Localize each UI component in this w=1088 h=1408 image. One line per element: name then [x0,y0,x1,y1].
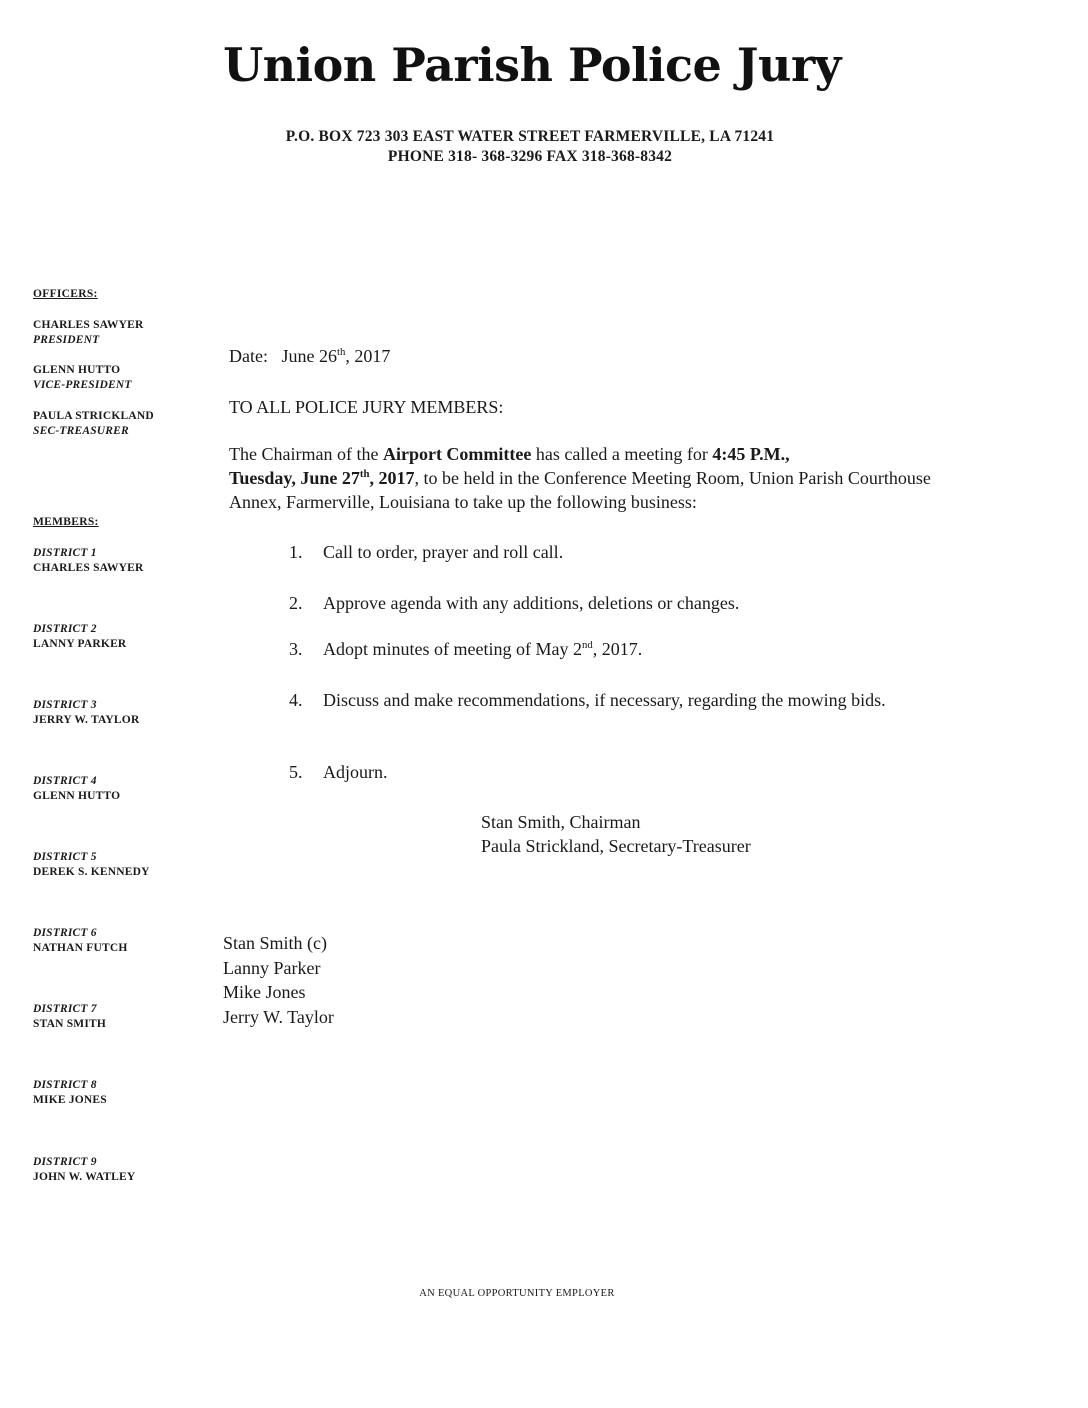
intro-text: , to be held in the Conference Meeting Room, Union Parish Courthouse Annex, Farmerville, Louisiana to take up the following business: [229,468,931,512]
officer-name: GLENN HUTTO [33,364,121,376]
officer-entry [33,318,143,348]
officer-entry [33,363,132,393]
member-district: DISTRICT 9 [33,1156,97,1168]
agenda-item [289,540,949,564]
letter-date [229,344,390,368]
committee-members-list [223,931,334,1029]
agenda-item [289,591,949,615]
agenda-number: 1. [289,542,303,562]
agenda-text: Adjourn. [323,762,388,782]
member-entry [33,622,126,652]
agenda-text: Discuss and make recommendations, if necessary, regarding the mowing bids. [323,690,886,710]
member-name: MIKE JONES [33,1094,107,1106]
signature-secretary: Paula Strickland, Secretary-Treasurer [481,836,751,856]
agenda-text [323,637,949,661]
agenda-text: Approve agenda with any additions, deletions or changes. [323,593,740,613]
member-district: DISTRICT 7 [33,1003,97,1015]
committee-member: Stan Smith (c) [223,933,327,953]
agenda-item [289,688,949,712]
agenda-text-part: Adopt minutes of meeting of May 2 [323,639,582,659]
member-district: DISTRICT 8 [33,1079,97,1091]
agenda-date-suffix: nd [581,639,593,651]
member-name: JERRY W. TAYLOR [33,714,140,726]
footer-text: AN EQUAL OPPORTUNITY EMPLOYER [419,1288,615,1299]
member-name: STAN SMITH [33,1018,107,1030]
officers-heading: OFFICERS: [33,288,98,300]
member-district: DISTRICT 2 [33,623,97,635]
agenda-number: 5. [289,762,303,782]
member-district: DISTRICT 3 [33,699,97,711]
officer-title: VICE-PRESIDENT [33,379,132,391]
agenda-number: 2. [289,593,303,613]
member-district: DISTRICT 5 [33,851,97,863]
member-name: NATHAN FUTCH [33,942,128,954]
member-district: DISTRICT 4 [33,775,97,787]
member-name: LANNY PARKER [33,638,127,650]
intro-text: The Chairman of the [229,444,383,464]
committee-member: Lanny Parker [223,957,321,978]
member-district: DISTRICT 1 [33,547,97,559]
agenda-text-part: , 2017. [592,639,643,659]
date-suffix: th [336,346,346,358]
address-line: P.O. BOX 723 303 EAST WATER STREET FARMERVILLE, LA 71241 [285,128,775,145]
letterhead-title: Union Parish Police Jury [223,38,841,92]
member-entry [33,1002,106,1032]
officer-title: PRESIDENT [33,334,100,346]
date-year: , 2017 [345,346,391,366]
date-month-day: June 26 [281,346,337,366]
phone-fax-line: PHONE 318- 368-3296 FAX 318-368-8342 [387,148,673,165]
member-entry [33,698,139,728]
member-entry [33,546,143,576]
member-entry [33,774,120,804]
agenda-text: Call to order, prayer and roll call. [323,542,564,562]
member-entry [33,926,128,956]
meeting-notice-paragraph [229,442,969,514]
agenda-item [289,637,949,661]
member-district: DISTRICT 6 [33,927,97,939]
agenda-item [289,760,949,784]
member-name: CHARLES SAWYER [33,562,144,574]
committee-name: Airport Committee [382,444,532,464]
member-name: JOHN W. WATLEY [33,1171,136,1183]
agenda-number: 3. [289,639,303,659]
agenda-number: 4. [289,690,303,710]
member-entry [33,1078,107,1108]
members-heading: MEMBERS: [33,516,99,528]
meeting-time: 4:45 P.M., [712,444,790,464]
date-label: Date: [229,346,268,366]
member-entry [33,850,150,880]
officer-title: SEC-TREASURER [33,425,129,437]
officer-name: CHARLES SAWYER [33,319,144,331]
signature-chairman: Stan Smith, Chairman [481,812,641,832]
committee-member: Jerry W. Taylor [223,1006,334,1027]
member-entry [33,1155,135,1185]
intro-text: has called a meeting for [531,444,713,464]
committee-member: Mike Jones [223,982,306,1002]
member-name: DEREK S. KENNEDY [33,866,150,878]
member-name: GLENN HUTTO [33,790,121,802]
meeting-year: , 2017 [369,468,415,488]
meeting-day-suffix: th [359,468,370,480]
meeting-day: Tuesday, June 27 [229,468,360,488]
officer-entry [33,409,154,439]
officer-name: PAULA STRICKLAND [33,410,154,422]
greeting: TO ALL POLICE JURY MEMBERS: [229,397,504,417]
